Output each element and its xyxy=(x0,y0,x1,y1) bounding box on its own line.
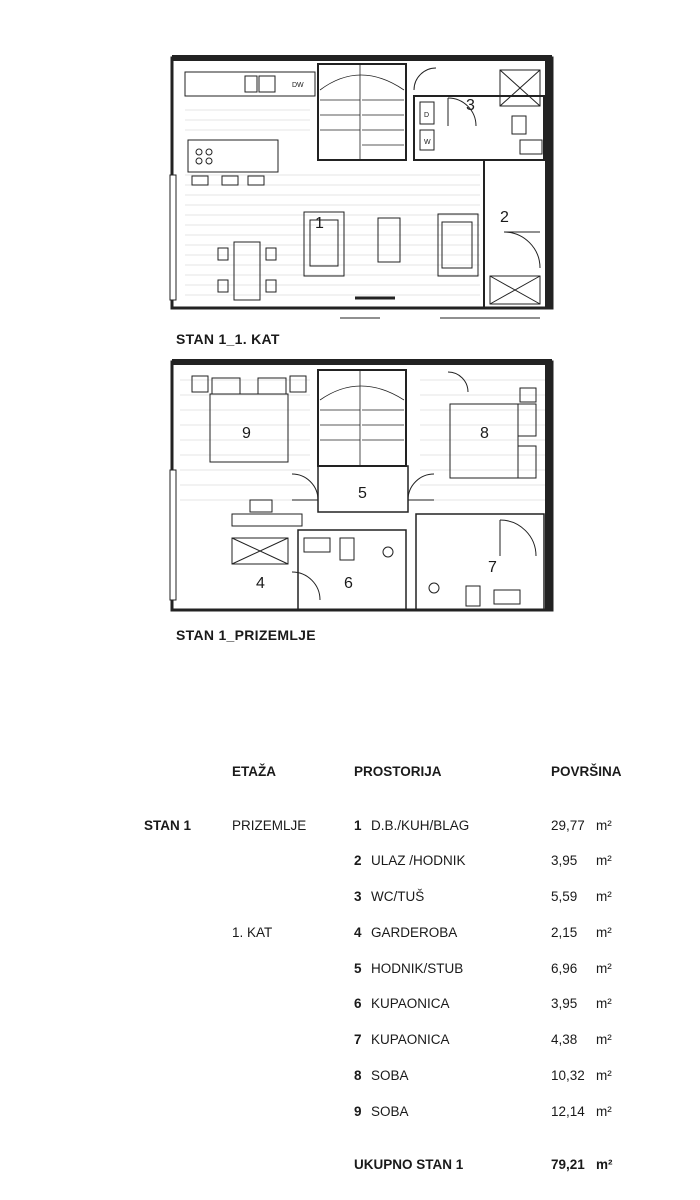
appliance-w-label: W xyxy=(424,139,431,146)
floor-label: PRIZEMLJE xyxy=(232,818,307,833)
row-unit: m² xyxy=(596,1068,612,1083)
appliance-dw-label: DW xyxy=(292,82,304,89)
row-unit: m² xyxy=(596,853,612,868)
row-unit: m² xyxy=(596,925,612,940)
floor-label: 1. KAT xyxy=(232,925,273,940)
row-area: 5,59 xyxy=(551,889,578,904)
row-room: KUPAONICA xyxy=(371,1032,450,1047)
row-room: WC/TUŠ xyxy=(371,889,425,904)
row-num: 5 xyxy=(354,961,362,976)
row-unit: m² xyxy=(596,961,612,976)
table-row xyxy=(0,1104,700,1124)
row-unit: m² xyxy=(596,996,612,1011)
row-num: 7 xyxy=(354,1032,362,1047)
total-unit: m² xyxy=(596,1157,613,1172)
total-area: 79,21 xyxy=(551,1157,585,1172)
table-row xyxy=(0,818,700,838)
table-row xyxy=(0,889,700,909)
row-room: GARDEROBA xyxy=(371,925,458,940)
row-room: KUPAONICA xyxy=(371,996,450,1011)
row-unit: m² xyxy=(596,1032,612,1047)
room-label-3: 3 xyxy=(466,97,475,114)
table-row xyxy=(0,1032,700,1052)
table-row xyxy=(0,925,700,945)
room-label-7: 7 xyxy=(488,559,497,576)
room-label-2: 2 xyxy=(500,209,509,226)
row-room: ULAZ /HODNIK xyxy=(371,853,466,868)
row-unit: m² xyxy=(596,889,612,904)
header-etaza: ETAŽA xyxy=(232,764,276,779)
row-num: 4 xyxy=(354,925,362,940)
appliance-d-label: D xyxy=(424,112,430,119)
row-num: 3 xyxy=(354,889,362,904)
room-label-9: 9 xyxy=(242,425,251,442)
upper-floor-plan xyxy=(170,58,552,318)
row-area: 2,15 xyxy=(551,925,578,940)
stan-label: STAN 1 xyxy=(144,818,192,833)
row-num: 2 xyxy=(354,853,362,868)
row-room: SOBA xyxy=(371,1104,409,1119)
row-num: 9 xyxy=(354,1104,362,1119)
row-area: 3,95 xyxy=(551,996,578,1011)
row-area: 6,96 xyxy=(551,961,578,976)
table-row xyxy=(0,996,700,1016)
room-label-5: 5 xyxy=(358,485,367,502)
header-prostorija: PROSTORIJA xyxy=(354,764,442,779)
row-area: 29,77 xyxy=(551,818,585,833)
table-row xyxy=(0,853,700,873)
room-label-8: 8 xyxy=(480,425,489,442)
room-label-4: 4 xyxy=(256,575,265,592)
table-row xyxy=(0,1068,700,1088)
room-label-6: 6 xyxy=(344,575,353,592)
header-povrsina: POVRŠINA xyxy=(551,764,622,779)
row-num: 6 xyxy=(354,996,362,1011)
row-room: HODNIK/STUB xyxy=(371,961,464,976)
upper-plan-title: STAN 1_1. KAT xyxy=(176,331,280,347)
row-area: 3,95 xyxy=(551,853,578,868)
lower-plan-title: STAN 1_PRIZEMLJE xyxy=(176,627,316,643)
total-row xyxy=(0,1157,700,1177)
table-row xyxy=(0,961,700,981)
row-num: 8 xyxy=(354,1068,362,1083)
row-unit: m² xyxy=(596,818,612,833)
row-num: 1 xyxy=(354,818,362,833)
row-area: 10,32 xyxy=(551,1068,585,1083)
row-unit: m² xyxy=(596,1104,612,1119)
row-area: 12,14 xyxy=(551,1104,585,1119)
room-label-1: 1 xyxy=(315,215,324,232)
total-label: UKUPNO STAN 1 xyxy=(354,1157,464,1172)
row-room: D.B./KUH/BLAG xyxy=(371,818,470,833)
row-room: SOBA xyxy=(371,1068,409,1083)
row-area: 4,38 xyxy=(551,1032,578,1047)
